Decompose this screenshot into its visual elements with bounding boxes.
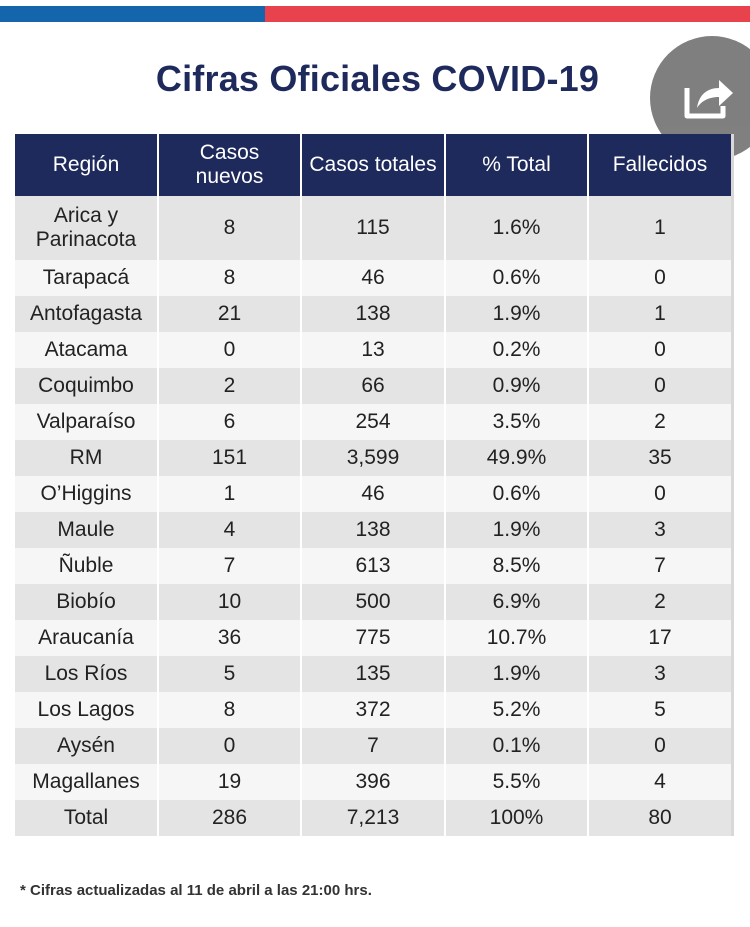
cell-casos-nuevos: 6	[158, 404, 301, 440]
cell-porcentaje-total: 0.1%	[445, 728, 588, 764]
table-row	[15, 656, 731, 692]
cell-fallecidos: 1	[588, 296, 731, 332]
cell-porcentaje-total: 0.6%	[445, 476, 588, 512]
cell-casos-nuevos: 5	[158, 656, 301, 692]
cell-casos-totales: 3,599	[301, 440, 445, 476]
table-row	[15, 476, 731, 512]
cell-porcentaje-total: 1.9%	[445, 296, 588, 332]
cell-casos-nuevos: 1	[158, 476, 301, 512]
table-total-row	[15, 800, 731, 836]
cell-fallecidos: 0	[588, 476, 731, 512]
cell-casos-nuevos: 2	[158, 368, 301, 404]
table-row	[15, 368, 731, 404]
brand-color-bar	[0, 6, 750, 22]
cell-region: O’Higgins	[15, 476, 158, 512]
table-row	[15, 440, 731, 476]
table-row	[15, 332, 731, 368]
cell-porcentaje-total: 0.9%	[445, 368, 588, 404]
table-row	[15, 296, 731, 332]
cell-porcentaje-total: 3.5%	[445, 404, 588, 440]
cell-casos-totales: 372	[301, 692, 445, 728]
brand-bar-red	[265, 6, 750, 22]
cell-fallecidos: 4	[588, 764, 731, 800]
cell-casos-nuevos: 21	[158, 296, 301, 332]
cell-porcentaje-total: 49.9%	[445, 440, 588, 476]
table-row	[15, 512, 731, 548]
cell-fallecidos: 0	[588, 260, 731, 296]
table-row	[15, 196, 731, 260]
cell-casos-totales: 46	[301, 476, 445, 512]
cell-fallecidos: 80	[588, 800, 731, 836]
cell-region: Valparaíso	[15, 404, 158, 440]
header-casos-nuevos: Casos nuevos	[158, 134, 301, 196]
cell-region: Maule	[15, 512, 158, 548]
cell-casos-totales: 254	[301, 404, 445, 440]
cell-fallecidos: 5	[588, 692, 731, 728]
cell-region: Antofagasta	[15, 296, 158, 332]
cell-casos-totales: 138	[301, 296, 445, 332]
cell-region: Total	[15, 800, 158, 836]
cell-region: Arica y Parinacota	[15, 196, 158, 260]
cell-fallecidos: 0	[588, 332, 731, 368]
cell-fallecidos: 3	[588, 512, 731, 548]
cell-fallecidos: 0	[588, 368, 731, 404]
cell-fallecidos: 2	[588, 404, 731, 440]
cell-casos-totales: 13	[301, 332, 445, 368]
cell-porcentaje-total: 8.5%	[445, 548, 588, 584]
cell-fallecidos: 1	[588, 196, 731, 260]
brand-bar-blue	[0, 6, 265, 22]
cell-casos-nuevos: 7	[158, 548, 301, 584]
cell-casos-nuevos: 0	[158, 728, 301, 764]
cell-porcentaje-total: 10.7%	[445, 620, 588, 656]
cell-porcentaje-total: 5.2%	[445, 692, 588, 728]
cell-fallecidos: 7	[588, 548, 731, 584]
cell-casos-nuevos: 36	[158, 620, 301, 656]
cell-porcentaje-total: 100%	[445, 800, 588, 836]
header-fallecidos: Fallecidos	[588, 134, 731, 196]
cell-region: Coquimbo	[15, 368, 158, 404]
cell-fallecidos: 0	[588, 728, 731, 764]
cell-porcentaje-total: 1.6%	[445, 196, 588, 260]
cell-porcentaje-total: 6.9%	[445, 584, 588, 620]
table-row	[15, 404, 731, 440]
cell-casos-nuevos: 8	[158, 196, 301, 260]
cell-casos-nuevos: 19	[158, 764, 301, 800]
cell-casos-totales: 7	[301, 728, 445, 764]
cell-casos-totales: 500	[301, 584, 445, 620]
cell-fallecidos: 17	[588, 620, 731, 656]
table-row	[15, 260, 731, 296]
cell-casos-totales: 66	[301, 368, 445, 404]
footnote: * Cifras actualizadas al 11 de abril a las 21:00 hrs.	[20, 882, 372, 899]
cell-casos-nuevos: 151	[158, 440, 301, 476]
share-icon	[683, 74, 735, 120]
cell-casos-totales: 115	[301, 196, 445, 260]
cell-casos-totales: 613	[301, 548, 445, 584]
header-region: Región	[15, 134, 158, 196]
table-row	[15, 764, 731, 800]
table-row	[15, 728, 731, 764]
header-casos-totales: Casos totales	[301, 134, 445, 196]
table-row	[15, 548, 731, 584]
cell-region: Los Lagos	[15, 692, 158, 728]
cell-porcentaje-total: 0.6%	[445, 260, 588, 296]
covid-regions-table	[15, 134, 731, 836]
cell-casos-nuevos: 8	[158, 260, 301, 296]
table-row	[15, 584, 731, 620]
cell-porcentaje-total: 1.9%	[445, 656, 588, 692]
cell-region: Los Ríos	[15, 656, 158, 692]
cell-region: RM	[15, 440, 158, 476]
cell-casos-nuevos: 286	[158, 800, 301, 836]
cell-casos-nuevos: 0	[158, 332, 301, 368]
cell-region: Magallanes	[15, 764, 158, 800]
cell-porcentaje-total: 1.9%	[445, 512, 588, 548]
table-row	[15, 692, 731, 728]
header-porcentaje-total: % Total	[445, 134, 588, 196]
cell-porcentaje-total: 5.5%	[445, 764, 588, 800]
cell-region: Aysén	[15, 728, 158, 764]
cell-region: Atacama	[15, 332, 158, 368]
cell-region: Araucanía	[15, 620, 158, 656]
table-header-row	[15, 134, 731, 196]
cell-casos-totales: 135	[301, 656, 445, 692]
cell-casos-totales: 396	[301, 764, 445, 800]
cell-region: Ñuble	[15, 548, 158, 584]
cell-casos-totales: 46	[301, 260, 445, 296]
table-row	[15, 620, 731, 656]
page-title: Cifras Oficiales COVID-19	[155, 58, 600, 99]
cell-casos-nuevos: 4	[158, 512, 301, 548]
cell-casos-nuevos: 8	[158, 692, 301, 728]
cell-region: Biobío	[15, 584, 158, 620]
cell-casos-totales: 775	[301, 620, 445, 656]
cell-porcentaje-total: 0.2%	[445, 332, 588, 368]
cell-casos-nuevos: 10	[158, 584, 301, 620]
cell-fallecidos: 35	[588, 440, 731, 476]
cell-casos-totales: 7,213	[301, 800, 445, 836]
cell-casos-totales: 138	[301, 512, 445, 548]
cell-fallecidos: 3	[588, 656, 731, 692]
cell-fallecidos: 2	[588, 584, 731, 620]
cell-region: Tarapacá	[15, 260, 158, 296]
